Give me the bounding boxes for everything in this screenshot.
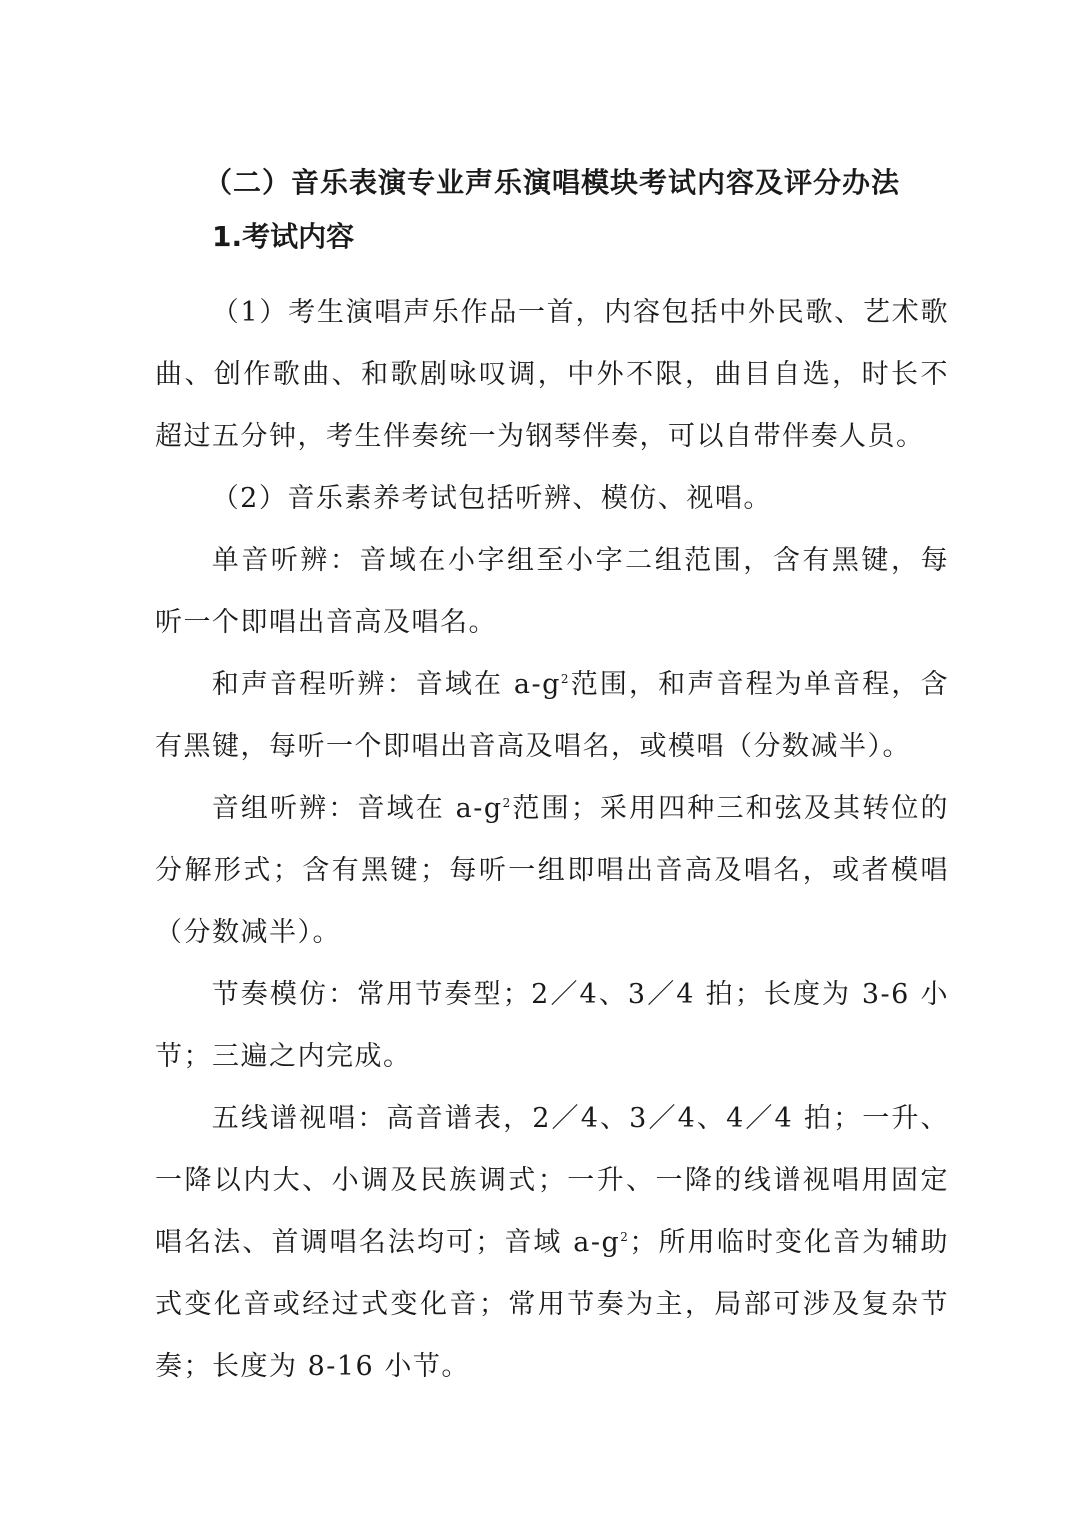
paragraph-harmonic-interval-listening [155,654,949,778]
paragraph-text: 和声音程听辨：音域在 a-g [211,669,561,700]
paragraph-text: 五线谱视唱：高音谱表，2／4、3／4、4／4 拍；一升、一降以内大、小调及民族调式；一升、一降的线谱视唱用固定唱名法、首调唱名法均可；音域 a-g [155,1103,949,1258]
paragraph-text: 范围，和声音程为单音程，含有黑键，每听一个即唱出音高及唱名，或模唱（分数减半）。 [155,669,950,762]
superscript: 2 [620,1230,630,1244]
paragraph-text: 音组听辨：音域在 a-g [211,793,503,824]
section-title: （二）音乐表演专业声乐演唱模块考试内容及评分办法 [203,166,900,199]
paragraph-rhythm-imitation: 节奏模仿：常用节奏型；2／4、3／4 拍；长度为 3-6 小节；三遍之内完成。 [155,979,949,1072]
paragraph-text: 范围；采用四种三和弦及其转位的分解形式；含有黑键；每听一组即唱出音高及唱名，或者模唱（分数减半）。 [155,793,950,948]
superscript: 2 [502,796,512,810]
paragraph-tone-group-listening [155,778,949,964]
subsection-heading: 1.考试内容 [212,220,355,253]
paragraph-staff-sight-singing [155,1088,949,1398]
paragraph-music-literacy: （2）音乐素养考试包括听辨、模仿、视唱。 [211,483,772,514]
paragraph-vocal-performance: （1）考生演唱声乐作品一首，内容包括中外民歌、艺术歌曲、创作歌曲、和歌剧咏叹调，中外不限，曲目自选，时长不超过五分钟，考生伴奏统一为钢琴伴奏，可以自带伴奏人员。 [155,297,949,452]
paragraph-text: ；所用临时变化音为辅助式变化音或经过式变化音；常用节奏为主，局部可涉及复杂节奏；长度为 8-16 小节。 [155,1227,949,1382]
paragraph-single-tone-listening: 单音听辨：音域在小字组至小字二组范围，含有黑键，每听一个即唱出音高及唱名。 [155,545,949,638]
superscript: 2 [560,672,571,686]
